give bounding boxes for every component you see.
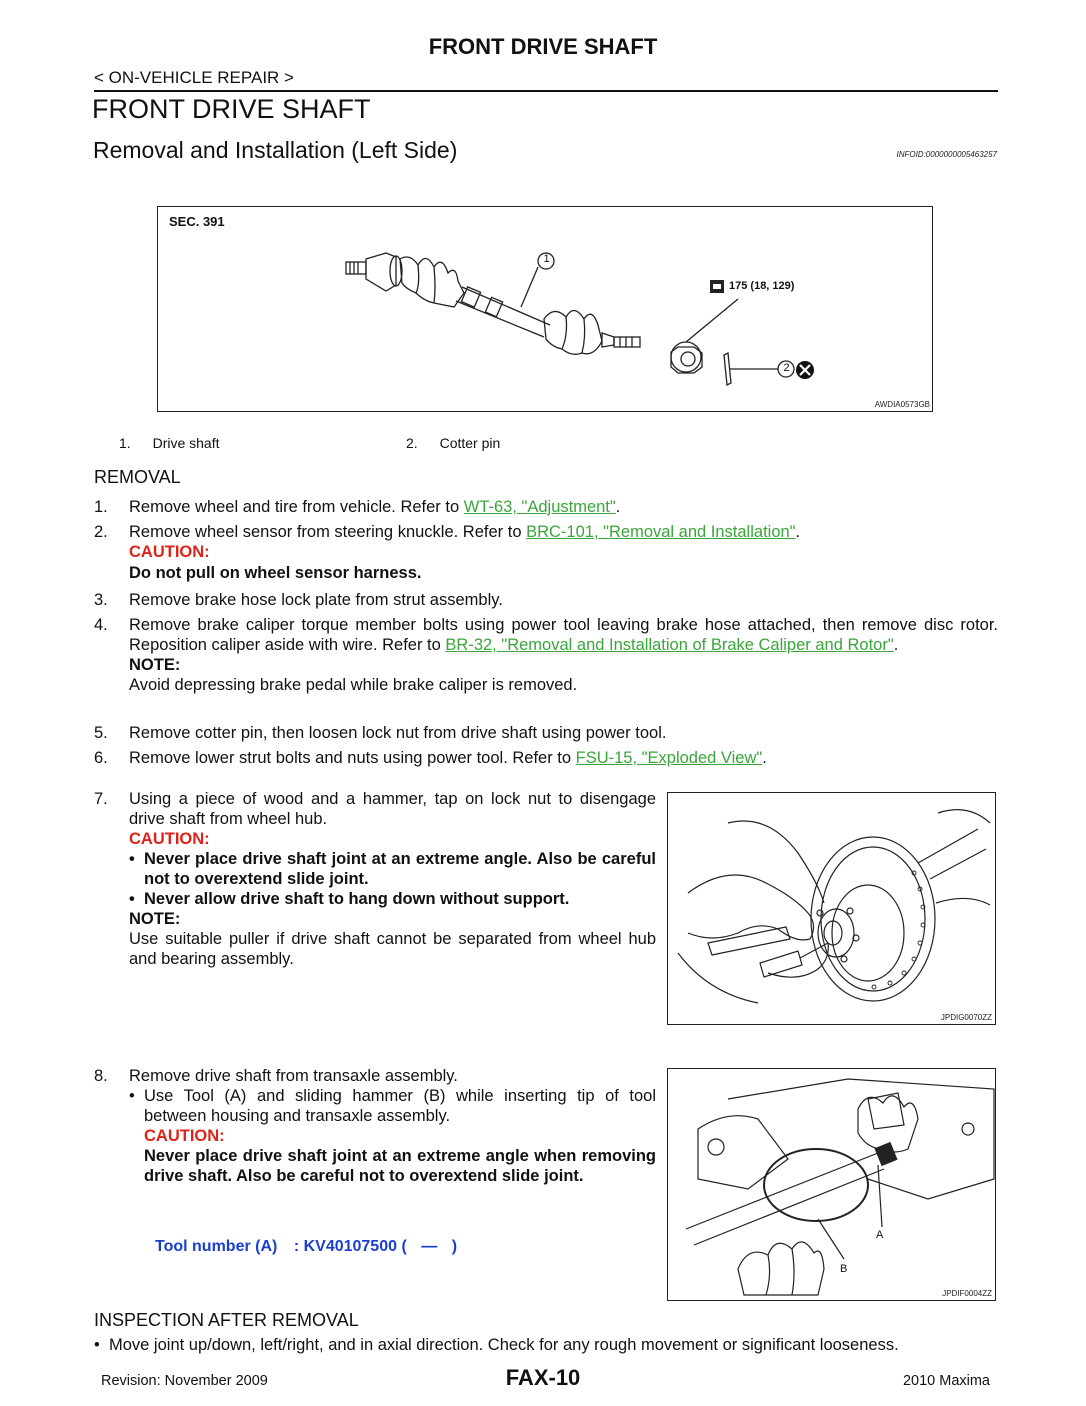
inspection-bullet: • Move joint up/down, left/right, and in axial direction. Check for any rough movement or significant looseness. [94, 1336, 899, 1354]
torque-spec: 175 (18, 129) [729, 280, 795, 292]
figure-id: AWDIA0573GB [874, 400, 930, 409]
page-header-title: FRONT DRIVE SHAFT [428, 34, 658, 59]
step-6 [94, 748, 998, 768]
transaxle-illustration [668, 1069, 995, 1300]
step-text: Remove brake caliper torque member bolts using power tool leaving brake hose attached, then remove disc rotor. Reposition caliper aside with wire. Refer to [129, 616, 998, 654]
caution-bullet-2: • Never allow drive shaft to hang down without support. [129, 890, 570, 908]
torque-wrench-icon [710, 280, 724, 293]
step-5 [94, 723, 998, 743]
step-text: Remove wheel and tire from vehicle. Refer to [129, 498, 464, 516]
legend-label: Drive shaft [152, 435, 220, 451]
step-text: Remove cotter pin, then loosen lock nut from drive shaft using power tool. [129, 724, 667, 742]
note-label: NOTE: [129, 656, 181, 674]
transaxle-figure [667, 1068, 996, 1301]
info-id: INFOID:0000000005463257 [896, 150, 997, 159]
step-3 [94, 590, 998, 610]
step-number: 2. [94, 523, 108, 541]
step-text: Remove drive shaft from transaxle assembly. [129, 1067, 458, 1085]
step-text: Remove wheel sensor from steering knuckle. Refer to [129, 523, 527, 541]
link-wt-63[interactable]: WT-63, "Adjustment" [463, 498, 616, 516]
tool-label: Tool number (A) [155, 1238, 278, 1255]
caution-text: Do not pull on wheel sensor harness. [129, 564, 422, 582]
step-8-bullet: • Use Tool (A) and sliding hammer (B) while inserting tip of tool between housing and transaxle assembly. [129, 1087, 656, 1125]
tool-dash: — [421, 1238, 438, 1255]
footer-page-number: FAX-10 [505, 1365, 581, 1390]
do-not-reuse-icon [796, 361, 814, 379]
step-text: Remove brake hose lock plate from strut assembly. [129, 591, 503, 609]
removal-heading: REMOVAL [94, 467, 181, 487]
step-7 [94, 789, 656, 969]
drive-shaft-illustration [158, 207, 932, 411]
link-fsu-15[interactable]: FSU-15, "Exploded View" [575, 749, 763, 767]
legend-number: 1. [119, 435, 131, 451]
step-text: Using a piece of wood and a hammer, tap on lock nut to disengage drive shaft from wheel hub. [129, 790, 656, 828]
caution-bullet-1: • Never place drive shaft joint at an extreme angle. Also be careful not to overextend slide joint. [129, 850, 656, 888]
link-br-32[interactable]: BR-32, "Removal and Installation of Brake Caliper and Rotor" [445, 636, 894, 654]
footer-model: 2010 Maxima [902, 1373, 990, 1389]
step-number: 3. [94, 591, 108, 609]
hammer-tap-figure [667, 792, 996, 1025]
bullet-text: Move joint up/down, left/right, and in axial direction. Check for any rough movement or significant looseness. [109, 1336, 899, 1354]
section-title: FRONT DRIVE SHAFT [92, 94, 371, 124]
step-2 [94, 522, 998, 583]
breadcrumb: < ON-VEHICLE REPAIR > [94, 68, 294, 87]
note-text: Use suitable puller if drive shaft cannot be separated from wheel hub and bearing assembly. [129, 930, 656, 968]
callout-1-number: 1 [543, 253, 550, 265]
label-a: A [876, 1229, 884, 1241]
inspection-heading: INSPECTION AFTER REMOVAL [94, 1310, 359, 1330]
legend-item-2 [406, 435, 500, 451]
bullet-text: Never place drive shaft joint at an extreme angle. Also be careful not to overextend slide joint. [144, 850, 656, 888]
step-number: 7. [94, 790, 108, 808]
step-end: . [893, 636, 899, 654]
tool-close: ) [451, 1238, 458, 1255]
step-end: . [795, 523, 801, 541]
step-number: 8. [94, 1067, 108, 1085]
figure-id: JPDIF0004ZZ [942, 1289, 992, 1298]
bullet-text: Never allow drive shaft to hang down without support. [144, 890, 570, 908]
callout-2-number: 2 [783, 362, 790, 374]
subsection-title: Removal and Installation (Left Side) [93, 137, 458, 163]
section-number-label: SEC. 391 [169, 214, 225, 229]
step-end: . [615, 498, 621, 516]
tool-value: : KV40107500 ( [293, 1238, 407, 1255]
step-text: Remove lower strut bolts and nuts using power tool. Refer to [129, 749, 576, 767]
note-text: Avoid depressing brake pedal while brake caliper is removed. [129, 676, 578, 694]
caution-label: CAUTION: [129, 543, 210, 561]
step-8 [94, 1066, 656, 1186]
legend-number: 2. [406, 435, 418, 451]
figure-id: JPDIG0070ZZ [940, 1013, 992, 1022]
step-4 [94, 615, 998, 695]
step-number: 1. [94, 498, 108, 516]
header-divider [94, 90, 998, 92]
step-number: 6. [94, 749, 108, 767]
hammer-tap-illustration [668, 793, 995, 1024]
caution-label: CAUTION: [144, 1127, 225, 1145]
tool-number-row [155, 1238, 457, 1256]
link-brc-101[interactable]: BRC-101, "Removal and Installation" [526, 523, 796, 541]
legend-label: Cotter pin [439, 435, 501, 451]
caution-label: CAUTION: [129, 830, 210, 848]
bullet-text: Use Tool (A) and sliding hammer (B) while inserting tip of tool between housing and transaxle assembly. [144, 1087, 656, 1125]
caution-text: Never place drive shaft joint at an extreme angle when removing drive shaft. Also be careful not to overextend slide joint. [144, 1147, 656, 1185]
step-number: 4. [94, 616, 108, 634]
footer-revision: Revision: November 2009 [101, 1373, 268, 1389]
note-label: NOTE: [129, 910, 181, 928]
step-1 [94, 497, 998, 517]
label-b: B [840, 1263, 848, 1275]
step-end: . [762, 749, 767, 767]
step-number: 5. [94, 724, 108, 742]
drive-shaft-figure [157, 206, 933, 412]
legend-item-1 [119, 435, 220, 451]
